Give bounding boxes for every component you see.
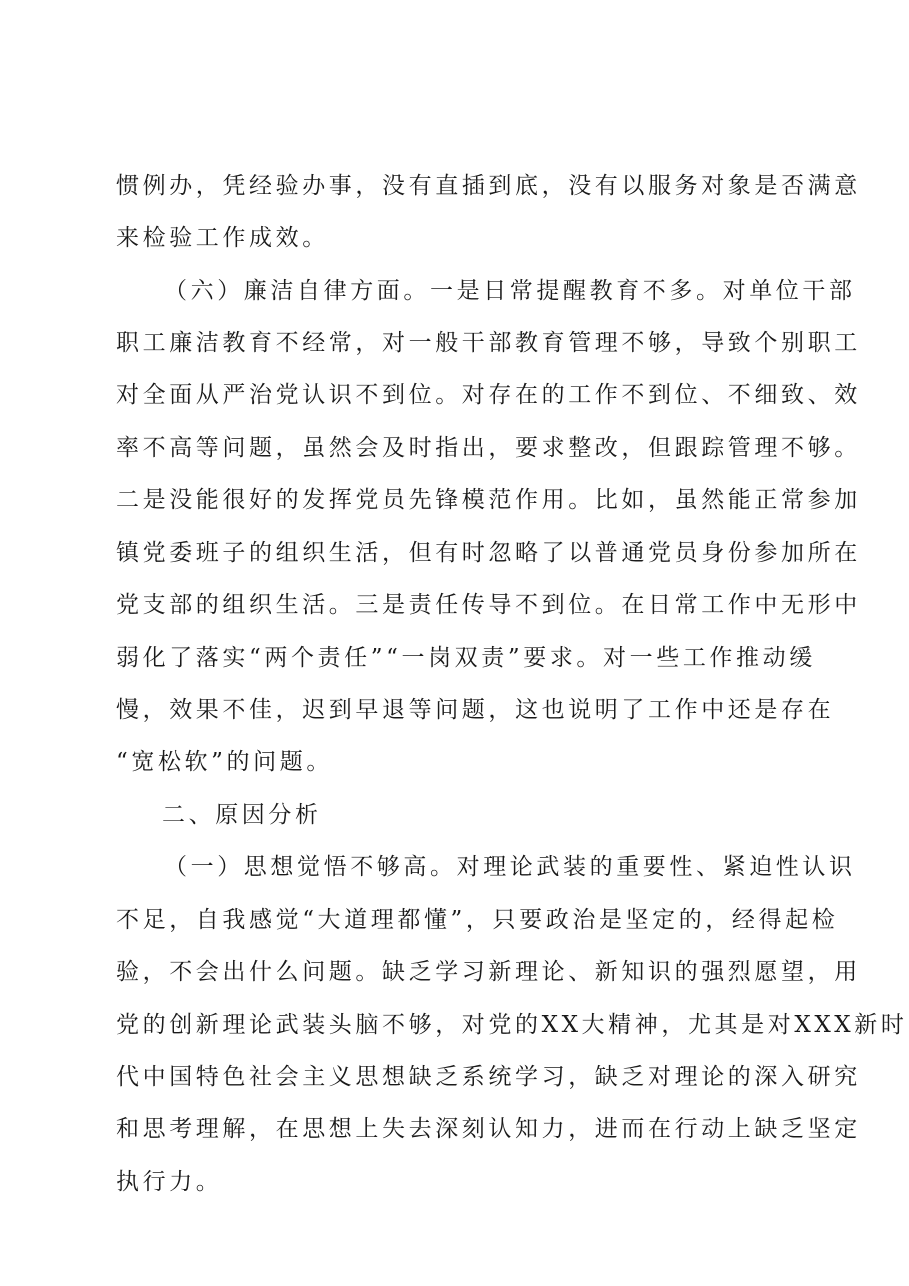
text-line: 党支部的组织生活。三是责任传导不到位。在日常工作中无形中 — [116, 592, 861, 618]
paragraph-six-start: （六）廉洁自律方面。一是日常提醒教育不多。对单位干部 — [164, 278, 856, 304]
paragraph-one-start: （一）思想觉悟不够高。对理论武装的重要性、紧迫性认识 — [164, 854, 856, 880]
text-line: 对全面从严治党认识不到位。对存在的工作不到位、不细致、效 — [116, 382, 861, 408]
text-line: 来检验工作成效。 — [116, 225, 329, 251]
section-heading: 二、原因分析 — [162, 802, 322, 828]
text-line: 率不高等问题，虽然会及时指出，要求整改，但跟踪管理不够。 — [116, 435, 861, 461]
text-line: 不足，自我感觉“大道理都懂”，只要政治是坚定的，经得起检 — [116, 907, 839, 933]
text-line: 弱化了落实“两个责任”“一岗双责”要求。对一些工作推动缓 — [116, 645, 816, 671]
text-line: 职工廉洁教育不经常，对一般干部教育管理不够，导致个别职工 — [116, 330, 861, 356]
text-line: 党的创新理论武装头脑不够，对党的XX大精神，尤其是对XXX新时 — [116, 1012, 908, 1038]
text-line: 镇党委班子的组织生活，但有时忽略了以普通党员身份参加所在 — [116, 540, 861, 566]
text-line: 验，不会出什么问题。缺乏学习新理论、新知识的强烈愿望，用 — [116, 959, 861, 985]
text-line: 慢，效果不佳，迟到早退等问题，这也说明了工作中还是存在 — [116, 697, 835, 723]
text-line: 惯例办，凭经验办事，没有直插到底，没有以服务对象是否满意 — [116, 173, 861, 199]
text-line: 和思考理解，在思想上失去深刻认知力，进而在行动上缺乏坚定 — [116, 1116, 861, 1142]
text-line: “宽松软”的问题。 — [116, 749, 333, 775]
text-line: 执行力。 — [116, 1169, 223, 1195]
text-line: 代中国特色社会主义思想缺乏系统学习，缺乏对理论的深入研究 — [116, 1064, 861, 1090]
text-line: 二是没能很好的发挥党员先锋模范作用。比如，虽然能正常参加 — [116, 487, 861, 513]
